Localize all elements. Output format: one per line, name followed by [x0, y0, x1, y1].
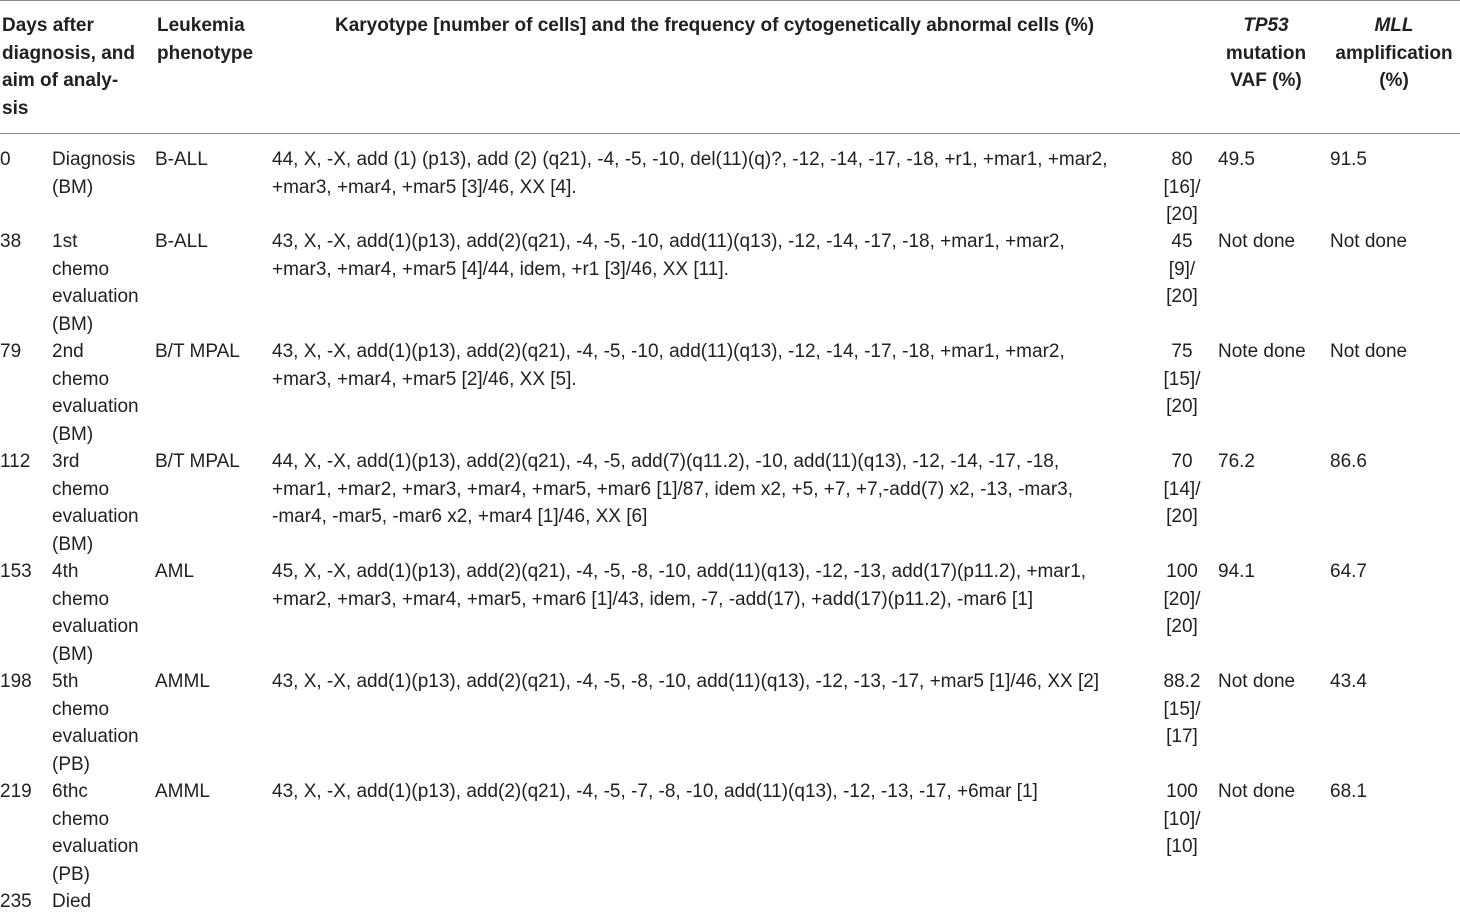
cell-frequency-line: 100: [1166, 781, 1198, 802]
cell-frequency-line: [15]/: [1163, 698, 1201, 720]
cell-karyotype-line: 45, X, -X, add(1)(p13), add(2)(q21), -4, -5, -8, -10, add(11)(q13), -12, -13, add(17)(p11.2), +mar1,: [272, 561, 1087, 582]
cell-aim-line: evaluation: [52, 616, 139, 637]
cell-day: 38: [0, 231, 22, 252]
cell-frequency: [1160, 448, 1204, 531]
cell-aim-line: 1st: [52, 231, 78, 252]
cell-mll: 64.7: [1330, 561, 1367, 582]
cell-tp53: Note done: [1218, 341, 1306, 362]
cell-frequency-line: [20]: [1166, 616, 1198, 637]
cell-tp53: Not done: [1218, 231, 1296, 252]
cell-day: 79: [0, 341, 22, 362]
cell-aim-line: (BM): [52, 643, 94, 665]
cell-phenotype: AMML: [155, 671, 210, 692]
cell-tp53: 94.1: [1218, 561, 1255, 582]
cell-karyotype: [272, 448, 1152, 531]
cell-frequency-line: 100: [1166, 561, 1198, 582]
header-days-line: Days after: [2, 15, 94, 36]
cell-aim-line: 4th: [52, 561, 79, 582]
cell-aim-line: 3rd: [52, 451, 80, 472]
cell-day: 219: [0, 781, 32, 802]
cell-karyotype-line: 43, X, -X, add(1)(p13), add(2)(q21), -4, -5, -7, -8, -10, add(11)(q13), -12, -13, -17, +6mar [1]: [272, 781, 1038, 802]
header-days-line: aim of analy-: [2, 70, 119, 91]
cell-aim: [52, 888, 148, 916]
cell-aim-line: evaluation: [52, 726, 139, 747]
header-phenotype: [157, 12, 253, 67]
header-mll-gene: MLL: [1374, 15, 1414, 36]
cell-day: 198: [0, 671, 32, 692]
header-phenotype-line: phenotype: [157, 42, 254, 64]
cell-aim-line: 2nd: [52, 341, 84, 362]
cell-mll: 43.4: [1330, 671, 1367, 692]
header-karyotype: Karyotype [number of cells] and the frequency of cytogenetically abnormal cells (%): [335, 15, 1095, 36]
cell-karyotype-line: 44, X, -X, add(1)(p13), add(2)(q21), -4, -5, add(7)(q11.2), -10, add(11)(q13), -12, -14, -17, -18,: [272, 451, 1060, 472]
cell-aim: [52, 778, 148, 888]
cell-mll: 68.1: [1330, 781, 1367, 802]
cell-frequency-line: [16]/: [1163, 176, 1201, 198]
cell-karyotype: [272, 558, 1152, 613]
cell-aim-line: chemo: [52, 258, 110, 280]
cell-aim: [52, 448, 148, 558]
cell-tp53: Not done: [1218, 671, 1296, 692]
cell-mll: Not done: [1330, 341, 1408, 362]
cell-day: 235: [0, 891, 32, 912]
cell-karyotype: [272, 146, 1152, 201]
header-mll-line: (%): [1379, 70, 1409, 91]
cell-karyotype-line: 43, X, -X, add(1)(p13), add(2)(q21), -4, -5, -10, add(11)(q13), -12, -14, -17, -18, +mar1, +mar2,: [272, 231, 1065, 252]
cell-frequency: [1160, 146, 1204, 229]
cell-karyotype-line: +mar3, +mar4, +mar5 [3]/46, XX [4].: [272, 176, 577, 198]
header-tp53-line: mutation: [1225, 42, 1307, 64]
cell-aim-line: chemo: [52, 478, 110, 500]
cell-tp53: Not done: [1218, 781, 1296, 802]
header-days-line: sis: [2, 97, 29, 119]
cell-frequency: [1160, 778, 1204, 861]
cell-aim: [52, 228, 148, 338]
cell-frequency-line: [9]/: [1168, 258, 1196, 280]
cell-frequency-line: [15]/: [1163, 368, 1201, 390]
cell-frequency-line: 88.2: [1163, 671, 1201, 692]
cell-frequency: [1160, 338, 1204, 421]
cell-aim-line: evaluation: [52, 286, 139, 307]
cell-karyotype-line: +mar3, +mar4, +mar5 [2]/46, XX [5].: [272, 368, 577, 390]
cell-frequency-line: 75: [1171, 341, 1193, 362]
cell-frequency-line: 80: [1171, 149, 1193, 170]
cell-aim: [52, 558, 148, 668]
cell-mll: 86.6: [1330, 451, 1367, 472]
cell-day: 153: [0, 561, 32, 582]
cell-aim-line: (PB): [52, 753, 90, 775]
cell-phenotype: AMML: [155, 781, 210, 802]
header-mll: [1330, 12, 1458, 95]
cell-frequency: [1160, 558, 1204, 641]
cell-aim-line: (BM): [52, 423, 94, 445]
cell-aim-line: chemo: [52, 698, 110, 720]
cell-tp53: 49.5: [1218, 149, 1255, 170]
cell-karyotype-line: +mar2, +mar3, +mar4, +mar5, +mar6 [1]/43, idem, -7, -add(17), +add(17)(p11.2), -mar6 [1]: [272, 588, 1034, 610]
cell-karyotype-line: 43, X, -X, add(1)(p13), add(2)(q21), -4, -5, -10, add(11)(q13), -12, -14, -17, -18, +mar1, +mar2,: [272, 341, 1065, 362]
cell-aim-line: evaluation: [52, 506, 139, 527]
cell-frequency-line: 70: [1171, 451, 1193, 472]
cell-aim-line: (BM): [52, 176, 94, 198]
header-days: [2, 12, 135, 122]
cell-frequency-line: [10]/: [1163, 808, 1201, 830]
cell-day: 0: [0, 149, 11, 170]
cell-frequency-line: [10]: [1166, 836, 1198, 857]
cell-frequency: [1160, 228, 1204, 311]
header-rule: [0, 133, 1460, 134]
cell-phenotype: B/T MPAL: [155, 341, 240, 362]
cell-aim-line: chemo: [52, 588, 110, 610]
cell-frequency-line: [17]: [1166, 726, 1198, 747]
cell-phenotype: AML: [155, 561, 195, 582]
cell-karyotype: [272, 338, 1152, 393]
cell-frequency: [1160, 668, 1204, 751]
header-mll-line: amplification: [1335, 42, 1453, 64]
cell-aim-line: chemo: [52, 808, 110, 830]
cell-frequency-line: [20]: [1166, 286, 1198, 307]
cell-aim-line: (BM): [52, 313, 94, 335]
header-phenotype-line: Leukemia: [157, 15, 245, 36]
cell-frequency-line: 45: [1171, 231, 1193, 252]
cell-karyotype-line: 44, X, -X, add (1) (p13), add (2) (q21), -4, -5, -10, del(11)(q)?, -12, -14, -17, -18, +r1, +mar1, +mar2,: [272, 149, 1108, 170]
cell-tp53: 76.2: [1218, 451, 1255, 472]
header-tp53-gene: TP53: [1243, 15, 1289, 36]
cell-phenotype: B/T MPAL: [155, 451, 240, 472]
top-rule: [0, 0, 1460, 1]
header-tp53-line: VAF (%): [1230, 70, 1302, 91]
cell-karyotype: [272, 228, 1152, 283]
cell-frequency-line: [20]: [1166, 204, 1198, 225]
cell-frequency-line: [20]: [1166, 506, 1198, 527]
cell-frequency-line: [14]/: [1163, 478, 1201, 500]
cell-karyotype-line: -mar4, -mar5, -mar6 x2, +mar4 [1]/46, XX [6]: [272, 506, 648, 527]
cell-karyotype: [272, 668, 1152, 696]
cell-aim-line: Died: [52, 891, 92, 912]
cell-aim: [52, 668, 148, 778]
cell-aim: [52, 146, 148, 201]
cell-aim-line: (PB): [52, 863, 90, 885]
cell-karyotype-line: +mar3, +mar4, +mar5 [4]/44, idem, +r1 [3]/46, XX [11].: [272, 258, 729, 280]
cell-aim-line: 5th: [52, 671, 79, 692]
cell-aim-line: Diagnosis: [52, 149, 136, 170]
cell-aim-line: (BM): [52, 533, 94, 555]
cell-aim-line: evaluation: [52, 836, 139, 857]
cell-frequency-line: [20]: [1166, 396, 1198, 417]
header-days-line: diagnosis, and: [2, 42, 136, 64]
header-tp53: [1222, 12, 1310, 95]
cell-aim-line: chemo: [52, 368, 110, 390]
cell-aim-line: evaluation: [52, 396, 139, 417]
cell-aim-line: 6thc: [52, 781, 88, 802]
cell-phenotype: B-ALL: [155, 231, 208, 252]
cell-aim: [52, 338, 148, 448]
cell-karyotype-line: +mar1, +mar2, +mar3, +mar4, +mar5, +mar6 [1]/87, idem x2, +5, +7, +7,-add(7) x2, -13, -mar3,: [272, 478, 1073, 500]
cell-mll: 91.5: [1330, 149, 1367, 170]
cell-mll: Not done: [1330, 231, 1408, 252]
cell-frequency-line: [20]/: [1163, 588, 1201, 610]
cell-karyotype-line: 43, X, -X, add(1)(p13), add(2)(q21), -4, -5, -8, -10, add(11)(q13), -12, -13, -17, +mar5 [1]/46, XX [2]: [272, 671, 1100, 692]
cell-day: 112: [0, 451, 31, 472]
cell-phenotype: B-ALL: [155, 149, 208, 170]
cell-karyotype: [272, 778, 1152, 806]
